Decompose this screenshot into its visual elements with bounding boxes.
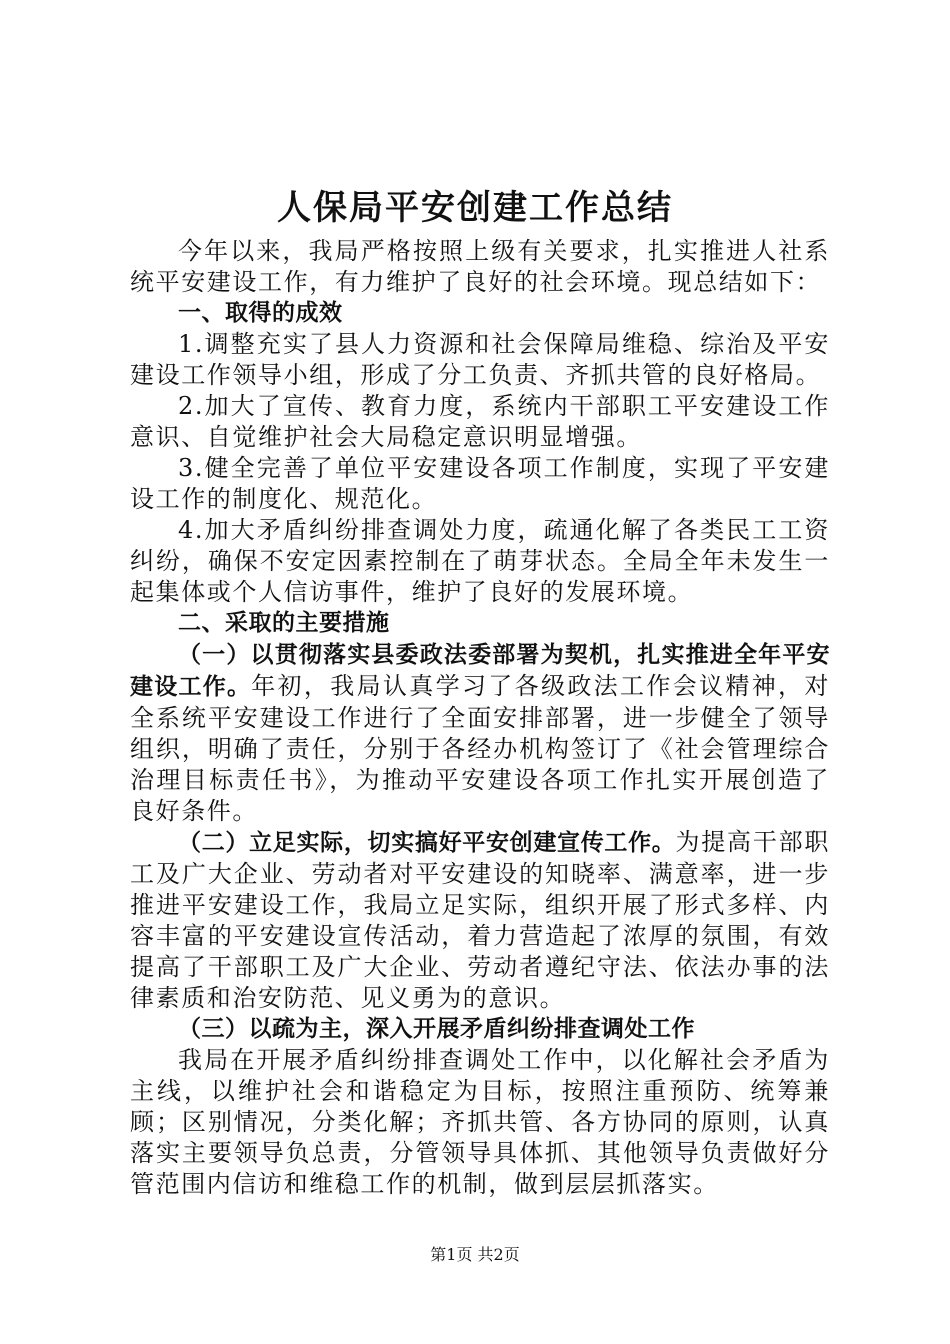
measure-1-paragraph <box>130 639 830 827</box>
measure-1-text: 年初，我局认真学习了各级政法工作会议精神，对全系统平安建设工作进行了全面安排部署，进一步健全了领导组织，明确了责任，分别于各经办机构签订了《社会管理综合治理目标责任书》，为推动平安建设各项工作扎实开展创造了良好条件。 <box>130 672 831 825</box>
measure-1-lead: （一）以贯彻落实县委政法委部署为契机，扎实推进全年平安建设工作。 <box>130 642 830 700</box>
measure-3-heading: （三）以疏为主，深入开展矛盾纠纷排查调处工作 <box>178 1016 695 1042</box>
section-heading-measures: 二、采取的主要措施 <box>178 610 390 636</box>
measure-2-text: 为提高干部职工及广大企业、劳动者对平安建设的知晓率、满意率，进一步推进平安建设工作，我局立足实际，组织开展了形式多样、内容丰富的平安建设宣传活动，着力营造起了浓厚的氛围，有效提高了干部职工及广大企业、劳动者遵纪守法、依法办事的法律素质和治安防范、见义勇为的意识。 <box>130 828 830 1012</box>
measure-2-paragraph <box>130 827 830 1014</box>
intro-paragraph: 今年以来，我局严格按照上级有关要求，扎实推进人社系统平安建设工作，有力维护了良好的社会环境。现总结如下： <box>130 237 830 296</box>
result-item-2: 2.加大了宣传、教育力度，系统内干部职工平安建设工作意识、自觉维护社会大局稳定意识明显增强。 <box>130 392 830 451</box>
page-footer: 第1页 共2页 <box>430 1245 520 1264</box>
measure-2-lead: （二）立足实际，切实搞好平安创建宣传工作。 <box>178 830 676 856</box>
document-body <box>130 236 830 1200</box>
section-heading-results: 一、取得的成效 <box>178 300 343 326</box>
measure-3-text: 我局在开展矛盾纠纷排查调处工作中，以化解社会矛盾为主线，以维护社会和谐稳定为目标，按照注重预防、统筹兼顾；区别情况，分类化解；齐抓共管、各方协同的原则，认真落实主要领导负总责，分管领导具体抓、其他领导负责做好分管范围内信访和维稳工作的机制，做到层层抓落实。 <box>130 1046 830 1198</box>
document-title: 人保局平安创建工作总结 <box>277 188 673 228</box>
result-item-3: 3.健全完善了单位平安建设各项工作制度，实现了平安建设工作的制度化、规范化。 <box>130 454 830 513</box>
result-item-4: 4.加大矛盾纠纷排查调处力度，疏通化解了各类民工工资纠纷，确保不安定因素控制在了萌芽状态。全局全年未发生一起集体或个人信访事件，维护了良好的发展环境。 <box>130 516 830 606</box>
result-item-1: 1.调整充实了县人力资源和社会保障局维稳、综治及平安建设工作领导小组，形成了分工负责、齐抓共管的良好格局。 <box>130 330 830 389</box>
